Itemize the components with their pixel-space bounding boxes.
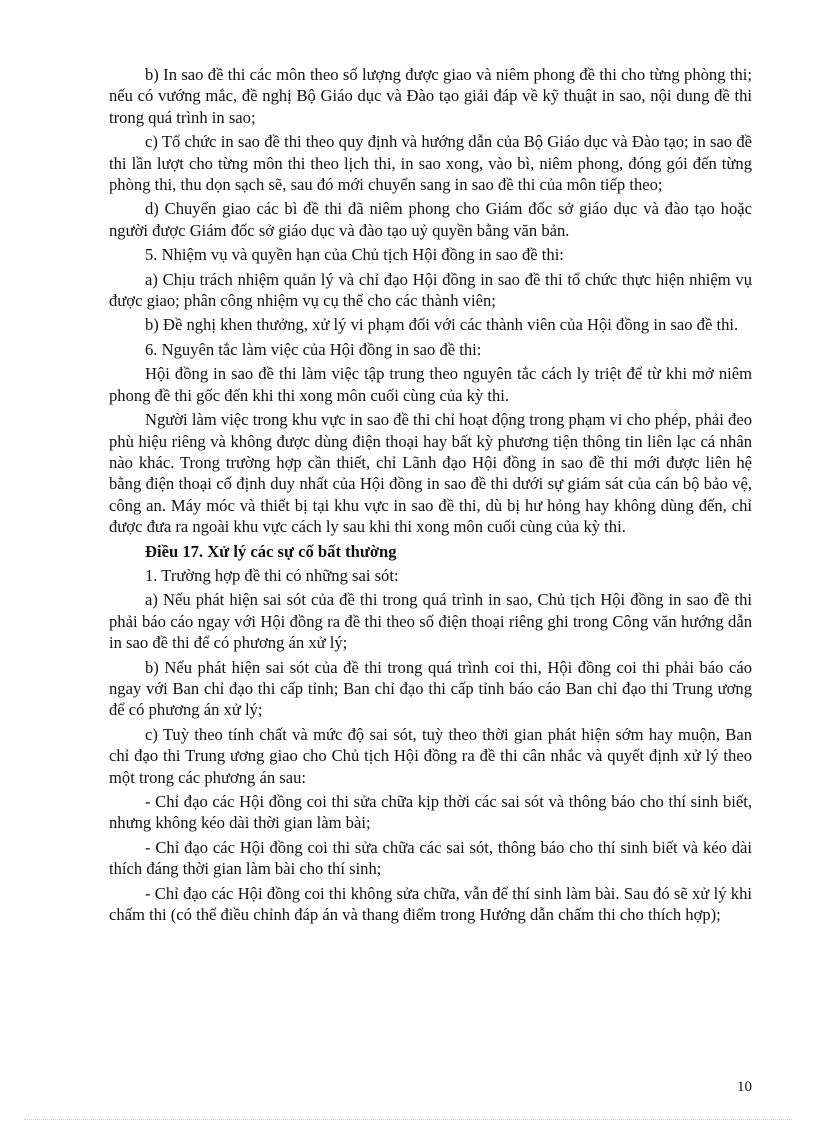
paragraph: 5. Nhiệm vụ và quyền hạn của Chủ tịch Hội đồng in sao đề thi:: [145, 245, 564, 265]
paragraph: a) Nếu phát hiện sai sót của đề thi trong quá trình in sao, Chủ tịch Hội đồng in sao đề thi phải báo cáo ngay với Hội đồng ra đề thi theo số điện thoại riêng ghi trong Công văn hướng dẫn in sao đề thi để có phương án xử lý;: [109, 590, 752, 653]
paragraph: b) Nếu phát hiện sai sót của đề thi trong quá trình coi thi, Hội đồng coi thi phải báo cáo ngay với Ban chỉ đạo thi cấp tỉnh; Ban chỉ đạo thi cấp tỉnh báo cáo Ban chỉ đạo thi Trung ương để có phương án xử lý;: [109, 657, 752, 720]
paragraph: 6. Nguyên tắc làm việc của Hội đồng in sao đề thi:: [145, 339, 482, 359]
paragraph: Người làm việc trong khu vực in sao đề thi chỉ hoạt động trong phạm vi cho phép, phải đeo phù hiệu riêng và không được dùng điện thoại hay bất kỳ phương tiện thông tin liên lạc cá nhân nào khác. Trong trường hợp cần thiết, chỉ Lãnh đạo Hội đồng in sao đề thi mới được liên hệ bằng điện thoại cố định duy nhất của Hội đồng in sao đề thi dưới sự giám sát của cán bộ bảo vệ, công an. Máy móc và thiết bị tại khu vực in sao đề thi, dù bị hư hỏng hay không dùng đến, chỉ được đưa ra ngoài khu vực cách ly sau khi thi xong môn cuối cùng của kỳ thi.: [109, 410, 752, 537]
paragraph: c) Tổ chức in sao đề thi theo quy định và hướng dẫn của Bộ Giáo dục và Đào tạo; in sao đề thi lần lượt cho từng môn thi theo lịch thi, in sao xong, vào bì, niêm phong, đóng gói đến từng phòng thi, thu dọn sạch sẽ, sau đó mới chuyển sang in sao đề thi của môn tiếp theo;: [109, 132, 752, 195]
paragraph: b) Đề nghị khen thưởng, xử lý vi phạm đối với các thành viên của Hội đồng in sao đề thi.: [145, 315, 739, 335]
paragraph: - Chỉ đạo các Hội đồng coi thi không sửa chữa, vẫn để thí sinh làm bài. Sau đó sẽ xử lý khi chấm thi (có thể điều chỉnh đáp án và thang điểm trong Hướng dẫn chấm thi cho thích hợp);: [109, 883, 752, 925]
paragraph: a) Chịu trách nhiệm quản lý và chỉ đạo Hội đồng in sao đề thi tổ chức thực hiện nhiệm vụ được giao; phân công nhiệm vụ cụ thể cho các thành viên;: [109, 269, 752, 311]
paragraph: 1. Trường hợp đề thi có những sai sót:: [145, 565, 399, 585]
paragraph: - Chỉ đạo các Hội đồng coi thi sửa chữa kịp thời các sai sót và thông báo cho thí sinh biết, nhưng không kéo dài thời gian làm bài;: [109, 792, 752, 833]
paragraph: b) In sao đề thi các môn theo số lượng được giao và niêm phong đề thi cho từng phòng thi; nếu có vướng mắc, đề nghị Bộ Giáo dục và Đào tạo giải đáp về kỹ thuật in sao, nội dung đề thi trong quá trình in sao;: [109, 65, 752, 127]
page-bottom-divider: [24, 1119, 792, 1120]
document-body: [109, 64, 752, 928]
paragraph: Hội đồng in sao đề thi làm việc tập trung theo nguyên tắc cách ly triệt để từ khi mở niêm phong đề thi gốc đến khi thi xong môn cuối cùng của kỳ thi.: [109, 364, 752, 405]
paragraph: - Chỉ đạo các Hội đồng coi thi sửa chữa các sai sót, thông báo cho thí sinh biết và kéo dài thích đáng thời gian làm bài cho thí sinh;: [109, 837, 752, 879]
paragraph: d) Chuyển giao các bì đề thi đã niêm phong cho Giám đốc sở giáo dục và đào tạo hoặc người được Giám đốc sở giáo dục và đào tạo uỷ quyền bằng văn bản.: [109, 199, 752, 240]
article-heading: Điều 17. Xử lý các sự cố bất thường: [145, 541, 397, 561]
paragraph: c) Tuỳ theo tính chất và mức độ sai sót, tuỳ theo thời gian phát hiện sớm hay muộn, Ban chỉ đạo thi Trung ương giao cho Chủ tịch Hội đồng ra đề thi cân nhắc và quyết định xử lý theo một trong các phương án sau:: [109, 724, 752, 787]
page-number: 10: [737, 1079, 752, 1095]
